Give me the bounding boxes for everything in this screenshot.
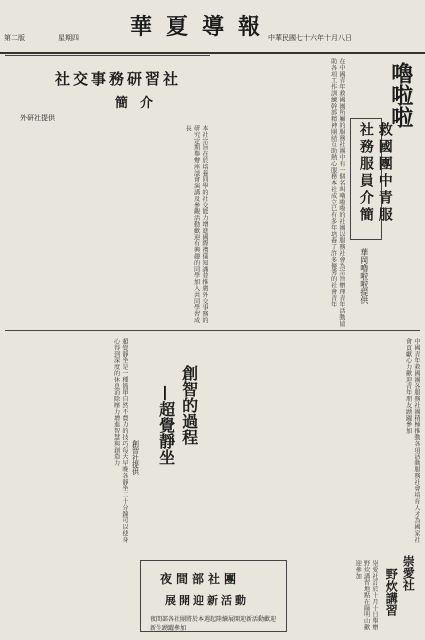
article-subtitle-2: 簡介 (115, 96, 166, 111)
issue-date: 中華民國七十六年十月八日 (268, 34, 352, 42)
club-subtitle: 野炊講習 (384, 568, 399, 616)
article-body-4: 中國青年救國團各服務社團積極推動各項活動服務社會培育人才為國家社會貢獻心力歡迎青年朋友踴躍參加 (404, 338, 420, 543)
byline-1: 華岡嚕啦啦提供 (359, 248, 369, 304)
article-body-1: 在中國青年救國團所屬的服務社團中有一個名叫嚕啦啦的社團以服務社會為宗旨辦理青年活動協助各項工作訓練幹部精神團結互助熱心服務本社成立已有多年培養了許多優秀的社會青年 (329, 58, 345, 327)
article-title-1: 救國團中青服社務服員介簡 (357, 122, 393, 224)
paper-name: 華夏導報 (130, 14, 275, 40)
article-title-2: 社交事務研習社 (55, 70, 182, 88)
club-title: 崇愛社 (401, 555, 416, 591)
article-body-2: 本社宗旨在於培養同學的社交能力增進國際禮儀知識並推廣外交事務的研究定期舉辦座談會演講及參觀活動歡迎有興趣的同學加入共同學習成長 (184, 125, 208, 324)
club-body: 崇愛社訂於十月十日舉辦野炊講習地點在陽明山歡迎參加 (354, 560, 378, 631)
weekday: 星期四 (58, 34, 79, 42)
box-title: 夜間部社團 (160, 572, 241, 586)
byline-2: 外研社提供 (20, 114, 55, 122)
masthead (0, 0, 425, 54)
box-subtitle: 展開迎新活動 (165, 594, 249, 607)
byline-3: 創智社提供 (131, 440, 140, 475)
article-title-3: 創智的過程 (179, 365, 199, 445)
rule (5, 55, 210, 56)
box-body: 夜間部各社團將於本週起陸續展開迎新活動歡迎新生踴躍參加 (150, 616, 277, 632)
kicker: 嚕啦啦 (387, 62, 414, 128)
article-subtitle-3: —超覺靜坐 (156, 385, 176, 465)
divider (5, 330, 420, 331)
article-body-3: 超覺靜坐是一種簡單自然不費力的技巧每天早晚各靜坐二十分鐘可以使身心得到深度的休息消除壓力增進智慧與創造力 (112, 338, 128, 543)
page-number: 第二版 (4, 34, 25, 42)
